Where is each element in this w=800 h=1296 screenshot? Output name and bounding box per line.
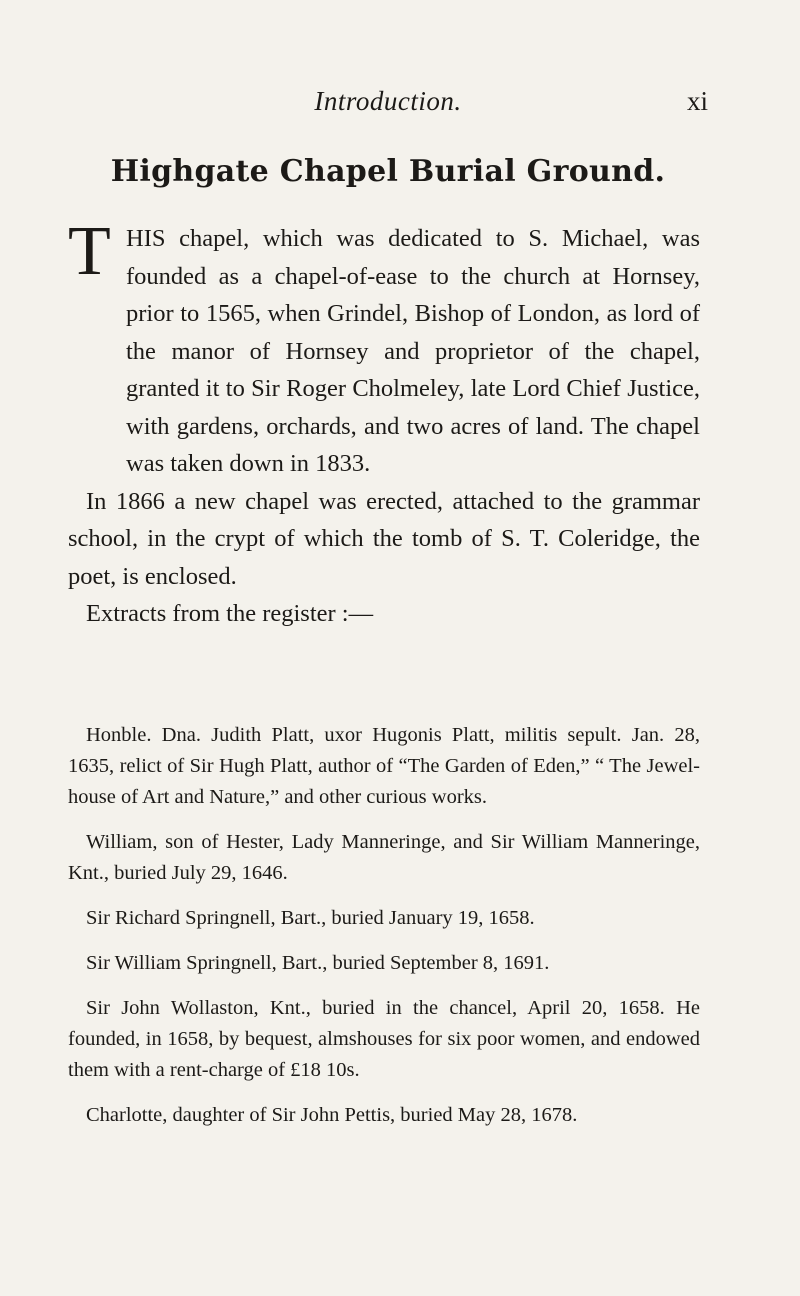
- register-entry: Honble. Dna. Judith Platt, uxor Hugonis Platt, militis sepult. Jan. 28, 1635, relict of Sir Hugh Platt, author of “The Garden of Eden,” “ The Jewel-house of Art and Nature,” and other curious works.: [68, 724, 700, 808]
- intro-paragraph-text: HIS chapel, which was dedicated to S. Michael, was founded as a chapel-of-ease to the church at Hornsey, prior to 1565, when Grindel, Bishop of London, as lord of the manor of Hornsey and proprietor of the chapel, granted it to Sir Roger Cholmeley, late Lord Chief Justice, with gardens, orchards, and two acres of land. The chapel was taken down in 1833.: [126, 225, 700, 477]
- running-head: [68, 86, 708, 126]
- page-number: xi: [686, 86, 708, 116]
- register-intro: Extracts from the register :—: [86, 600, 374, 627]
- intro-paragraph: [68, 213, 700, 483]
- register-entry: William, son of Hester, Lady Manneringe, and Sir William Manneringe, Knt., buried July 29, 1646.: [68, 831, 700, 884]
- section-heading: Highgate Chapel Burial Ground.: [110, 154, 666, 189]
- chapel-paragraph: In 1866 a new chapel was erected, attached to the grammar school, in the crypt of which the tomb of S. T. Coleridge, the poet, is enclosed.: [68, 487, 700, 590]
- running-title: Introduction.: [314, 86, 462, 116]
- register-entry: Sir William Springnell, Bart., buried September 8, 1691.: [86, 952, 550, 974]
- register-entry: Sir John Wollaston, Knt., buried in the chancel, April 20, 1658. He founded, in 1658, by bequest, almshouses for six poor women, and endowed them with a rent-charge of £18 10s.: [68, 997, 700, 1081]
- body-text: [68, 213, 700, 633]
- register-entry: Charlotte, daughter of Sir John Pettis, buried May 28, 1678.: [86, 1104, 578, 1126]
- register-entry: Sir Richard Springnell, Bart., buried January 19, 1658.: [86, 907, 535, 929]
- register-extracts: [68, 720, 700, 1131]
- drop-cap: T: [68, 213, 111, 290]
